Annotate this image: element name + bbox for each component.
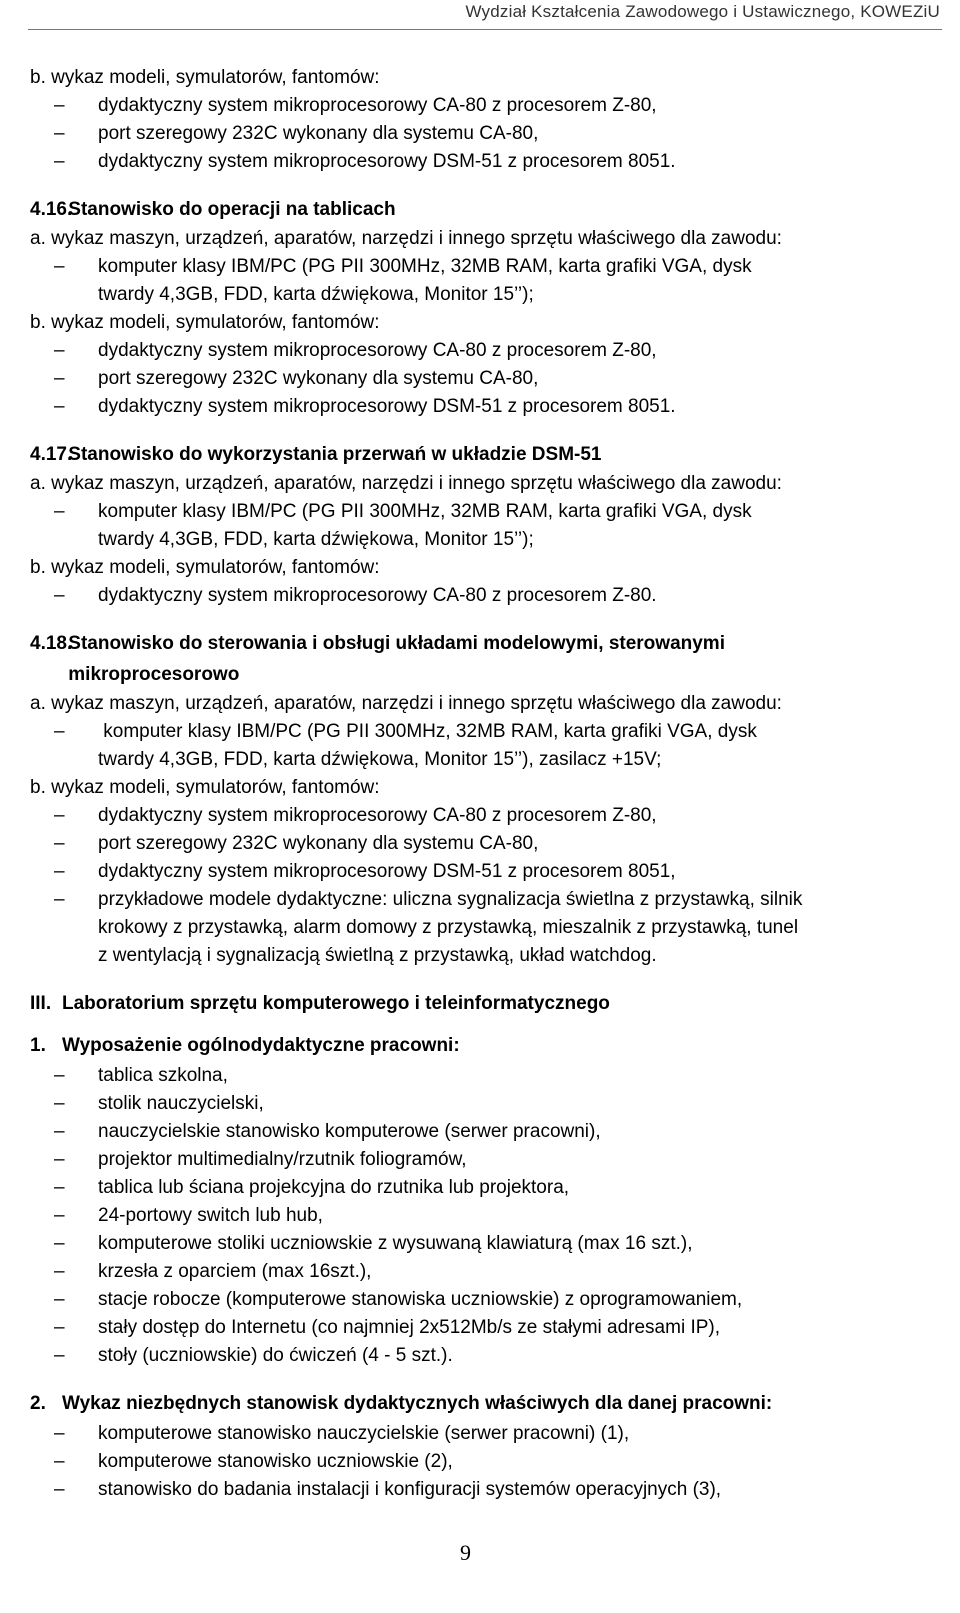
dash: – bbox=[54, 805, 65, 826]
list-item: – dydaktyczny system mikroprocesorowy CA-80 z procesorem Z-80. bbox=[30, 582, 960, 610]
section-heading-4-18: 4.18. Stanowisko do sterowania i obsługi układami modelowymi, sterowanymi bbox=[30, 633, 725, 654]
dash: – bbox=[54, 151, 65, 172]
dash: – bbox=[54, 1149, 65, 1170]
list-item: – tablica szkolna, bbox=[30, 1062, 960, 1090]
dash: – bbox=[54, 1121, 65, 1142]
header-divider bbox=[28, 29, 942, 30]
list-item: – port szeregowy 232C wykonany dla systemu CA-80, bbox=[30, 830, 960, 858]
page-header: Wydział Kształcenia Zawodowego i Ustawicznego, KOWEZiU bbox=[465, 2, 940, 21]
list-item: – stolik nauczycielski, bbox=[30, 1090, 960, 1118]
part-heading-iii: III. Laboratorium sprzętu komputerowego i teleinformatycznego bbox=[30, 993, 610, 1014]
dash: – bbox=[54, 861, 65, 882]
dash: – bbox=[54, 1345, 65, 1366]
list-item: – dydaktyczny system mikroprocesorowy DSM-51 z procesorem 8051. bbox=[30, 393, 960, 421]
list-item: – nauczycielskie stanowisko komputerowe (serwer pracowni), bbox=[30, 1118, 960, 1146]
list-item: – stacje robocze (komputerowe stanowiska uczniowskie) z oprogramowaniem, bbox=[30, 1286, 960, 1314]
dash: – bbox=[54, 1065, 65, 1086]
list-item: – komputer klasy IBM/PC (PG PII 300MHz, 32MB RAM, karta grafiki VGA, dysk bbox=[30, 718, 960, 746]
list-item: – dydaktyczny system mikroprocesorowy DSM-51 z procesorem 8051. bbox=[30, 148, 960, 176]
dash: – bbox=[54, 1093, 65, 1114]
dash: – bbox=[54, 1289, 65, 1310]
section-heading-4-16: 4.16. Stanowisko do operacji na tablicach bbox=[30, 199, 396, 220]
list-item: – krzesła z oparciem (max 16szt.), bbox=[30, 1258, 960, 1286]
list-item: – 24-portowy switch lub hub, bbox=[30, 1202, 960, 1230]
dash: – bbox=[54, 1261, 65, 1282]
list-item: – dydaktyczny system mikroprocesorowy CA-80 z procesorem Z-80, bbox=[30, 802, 960, 830]
list-item: – port szeregowy 232C wykonany dla systemu CA-80, bbox=[30, 120, 960, 148]
list-item: – port szeregowy 232C wykonany dla systemu CA-80, bbox=[30, 365, 960, 393]
dash: – bbox=[54, 585, 65, 606]
dash: – bbox=[54, 340, 65, 361]
list-label: b. wykaz modeli, symulatorów, fantomów: bbox=[30, 777, 380, 798]
document-body bbox=[30, 64, 960, 1504]
list-label: b. wykaz modeli, symulatorów, fantomów: bbox=[30, 312, 380, 333]
list-item-cont: twardy 4,3GB, FDD, karta dźwiękowa, Monitor 15’’), zasilacz +15V; bbox=[98, 749, 662, 770]
dash: – bbox=[54, 833, 65, 854]
list-item: – stanowisko do badania instalacji i konfiguracji systemów operacyjnych (3), bbox=[30, 1476, 960, 1504]
list-item-cont: z wentylacją i sygnalizacją świetlną z przystawką, układ watchdog. bbox=[98, 945, 657, 966]
list-label: a. wykaz maszyn, urządzeń, aparatów, narzędzi i innego sprzętu właściwego dla zawodu: bbox=[30, 473, 782, 494]
list-item-cont: twardy 4,3GB, FDD, karta dźwiękowa, Monitor 15’’); bbox=[98, 529, 534, 550]
dash: – bbox=[54, 1317, 65, 1338]
section-heading-1: 1. Wyposażenie ogólnodydaktyczne pracowni: bbox=[30, 1035, 460, 1056]
list-item: – projektor multimedialny/rzutnik foliogramów, bbox=[30, 1146, 960, 1174]
section-heading-4-17: 4.17. Stanowisko do wykorzystania przerwań w układzie DSM-51 bbox=[30, 444, 602, 465]
list-label: b. wykaz modeli, symulatorów, fantomów: bbox=[30, 557, 380, 578]
list-label: a. wykaz maszyn, urządzeń, aparatów, narzędzi i innego sprzętu właściwego dla zawodu: bbox=[30, 228, 782, 249]
list-item: – przykładowe modele dydaktyczne: uliczna sygnalizacja świetlna z przystawką, silnik bbox=[30, 886, 960, 914]
dash: – bbox=[54, 501, 65, 522]
list-item: – komputer klasy IBM/PC (PG PII 300MHz, 32MB RAM, karta grafiki VGA, dysk bbox=[30, 498, 960, 526]
list-item: – komputerowe stanowisko uczniowskie (2), bbox=[30, 1448, 960, 1476]
list-item: – komputer klasy IBM/PC (PG PII 300MHz, 32MB RAM, karta grafiki VGA, dysk bbox=[30, 253, 960, 281]
list-label: a. wykaz maszyn, urządzeń, aparatów, narzędzi i innego sprzętu właściwego dla zawodu: bbox=[30, 693, 782, 714]
dash: – bbox=[54, 396, 65, 417]
section-heading-2: 2. Wykaz niezbędnych stanowisk dydaktycznych właściwych dla danej pracowni: bbox=[30, 1393, 773, 1414]
dash: – bbox=[54, 1177, 65, 1198]
dash: – bbox=[54, 123, 65, 144]
list-item-cont: krokowy z przystawką, alarm domowy z przystawką, mieszalnik z przystawką, tunel bbox=[98, 917, 799, 938]
list-label: b. wykaz modeli, symulatorów, fantomów: bbox=[30, 67, 380, 88]
dash: – bbox=[54, 1205, 65, 1226]
list-item: – komputerowe stanowisko nauczycielskie (serwer pracowni) (1), bbox=[30, 1420, 960, 1448]
page-number: 9 bbox=[460, 1540, 471, 1565]
dash: – bbox=[54, 1233, 65, 1254]
dash: – bbox=[54, 1479, 65, 1500]
dash: – bbox=[54, 1423, 65, 1444]
section-heading-4-18-cont: mikroprocesorowo bbox=[68, 664, 240, 685]
dash: – bbox=[54, 1451, 65, 1472]
list-item: – dydaktyczny system mikroprocesorowy CA-80 z procesorem Z-80, bbox=[30, 337, 960, 365]
list-item: – tablica lub ściana projekcyjna do rzutnika lub projektora, bbox=[30, 1174, 960, 1202]
list-item: – dydaktyczny system mikroprocesorowy CA-80 z procesorem Z-80, bbox=[30, 92, 960, 120]
dash: – bbox=[54, 889, 65, 910]
dash: – bbox=[54, 368, 65, 389]
dash: – bbox=[54, 256, 65, 277]
list-item: – komputerowe stoliki uczniowskie z wysuwaną klawiaturą (max 16 szt.), bbox=[30, 1230, 960, 1258]
dash: – bbox=[54, 721, 65, 742]
list-item: – stoły (uczniowskie) do ćwiczeń (4 - 5 szt.). bbox=[30, 1342, 960, 1370]
list-item: – dydaktyczny system mikroprocesorowy DSM-51 z procesorem 8051, bbox=[30, 858, 960, 886]
dash: – bbox=[54, 95, 65, 116]
list-item: – stały dostęp do Internetu (co najmniej 2x512Mb/s ze stałymi adresami IP), bbox=[30, 1314, 960, 1342]
list-item-cont: twardy 4,3GB, FDD, karta dźwiękowa, Monitor 15’’); bbox=[98, 284, 534, 305]
